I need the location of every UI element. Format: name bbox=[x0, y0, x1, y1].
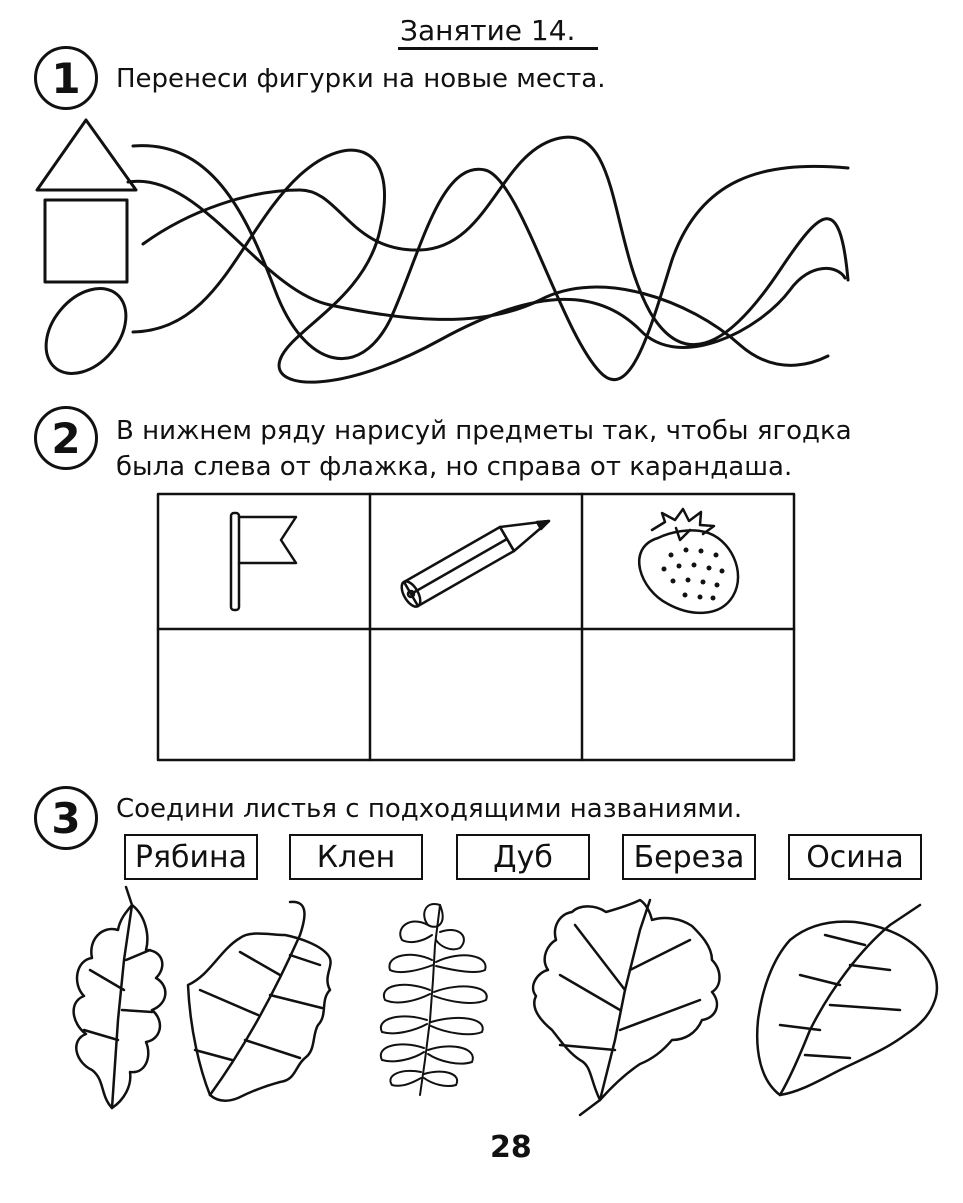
rowan-leaf[interactable] bbox=[381, 904, 487, 1095]
task-2-text-line2: была слева от флажка, но справа от карандаша. bbox=[116, 452, 793, 482]
page-number: 28 bbox=[490, 1130, 532, 1165]
task-1-text: Перенеси фигурки на новые места. bbox=[116, 64, 606, 94]
task-2-text-line1: В нижнем ряду нарисуй предметы так, чтобы ягодка bbox=[116, 416, 852, 446]
triangle-shape[interactable] bbox=[37, 120, 136, 190]
leaf-name-rowan[interactable]: Рябина bbox=[124, 834, 258, 880]
leaf-name-aspen[interactable]: Осина bbox=[788, 834, 922, 880]
task-1-number: 1 bbox=[34, 46, 98, 110]
birch-leaf[interactable] bbox=[188, 902, 331, 1101]
flag-icon bbox=[231, 513, 296, 610]
oak-leaf[interactable] bbox=[74, 887, 166, 1108]
aspen-leaf[interactable] bbox=[757, 905, 937, 1095]
square-shape[interactable] bbox=[45, 200, 127, 282]
pencil-icon bbox=[398, 521, 549, 610]
oval-shape[interactable] bbox=[30, 273, 142, 389]
leaf-name-oak[interactable]: Дуб bbox=[456, 834, 590, 880]
task-3-number: 3 bbox=[34, 786, 98, 850]
objects-grid bbox=[158, 494, 794, 760]
strawberry-icon bbox=[639, 509, 738, 613]
task-3-text: Соедини листья с подходящими названиями. bbox=[116, 794, 743, 824]
maze-line-3 bbox=[133, 150, 845, 382]
maple-leaf[interactable] bbox=[533, 900, 719, 1115]
leaf-name-maple[interactable]: Клен bbox=[289, 834, 423, 880]
page-title: Занятие 14. bbox=[400, 14, 576, 47]
leaf-name-birch[interactable]: Береза bbox=[622, 834, 756, 880]
task-2-number: 2 bbox=[34, 406, 98, 470]
